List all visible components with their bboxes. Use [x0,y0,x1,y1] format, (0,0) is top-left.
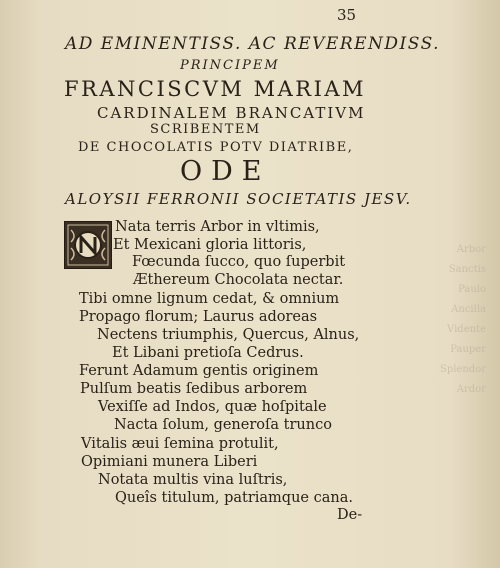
verse-line: Vexiſſe ad Indos, quæ hoſpitale [98,399,327,415]
heading-cardinal: CARDINALEM BRANCATIVM [97,104,366,122]
heading-scribentem: SCRIBENTEM [150,122,261,137]
verse-line: Æthereum Chocolata nectar. [133,272,344,288]
ode-title: ODE [180,156,271,187]
verse-line: Fœcunda ſucco, quo ſuperbit [132,254,346,270]
heading-diatribe: DE CHOCOLATIS POTV DIATRIBE, [78,140,354,155]
verse-line: Notata multis vina luſtris, [98,472,288,488]
show-through-text: Arbor Sanctis Paulo Ancilla Vidente Pauper Splendor Ardor [439,244,486,395]
heading-principem: PRINCIPEM [180,58,280,73]
verse-line: Et Mexicani gloria littoris, [113,237,307,253]
ornamental-initial-n-icon [64,221,112,269]
verse-line: Nata terris Arbor in vltimis, [115,219,320,235]
verse-line: Vitalis æui ſemina protulit, [81,436,279,452]
verse-line: Ferunt Adamum gentis originem [79,363,319,379]
verse-line: Tibi omne lignum cedat, & omnium [79,291,340,307]
heading-dedication: AD EMINENTISS. AC REVERENDISS. [65,34,441,54]
verse-line: Opimiani munera Liberi [81,454,258,470]
heading-name: FRANCISCVM MARIAM [64,77,367,101]
page-number: 35 [337,6,357,24]
verse-line: Propago florum; Laurus adoreas [79,309,318,325]
author-line: ALOYSII FERRONII SOCIETATIS JESV. [65,190,412,208]
verse-line: Pulſum beatis ſedibus arborem [80,381,308,397]
verse-line: Queîs titulum, patriamque cana. [115,490,353,506]
verse-line: Nectens triumphis, Quercus, Alnus, [97,327,360,343]
catchword: De- [337,507,363,523]
verse-line: Nacta ſolum, generoſa trunco [114,417,332,433]
verse-line: Et Libani pretioſa Cedrus. [112,345,304,361]
